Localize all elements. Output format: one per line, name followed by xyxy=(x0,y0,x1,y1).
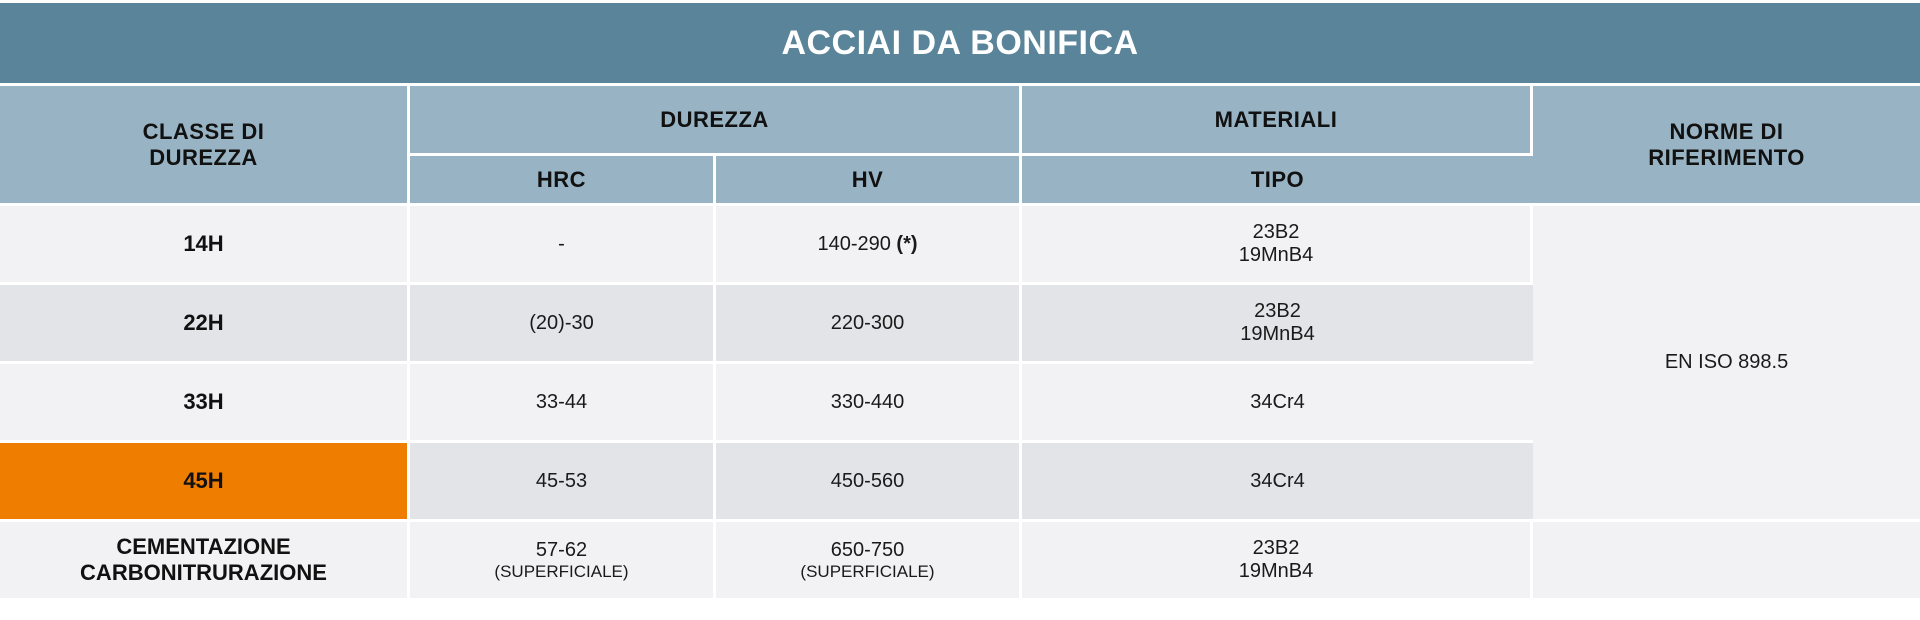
tipo-line: 23B2 xyxy=(1254,300,1301,322)
hrc-value: 57-62 xyxy=(535,538,588,561)
hv-value: 140-290 xyxy=(817,232,891,255)
classe-cell: 33H xyxy=(0,364,410,443)
hv-cell: 450-560 xyxy=(716,443,1022,522)
classe-cell-highlighted: 45H xyxy=(0,443,410,522)
classe-line: CEMENTAZIONE xyxy=(116,534,291,559)
header-materiali: MATERIALI xyxy=(1022,86,1533,156)
classe-cell xyxy=(0,522,410,601)
table-title: ACCIAI DA BONIFICA xyxy=(0,3,1920,86)
tipo-cell: 34Cr4 xyxy=(1022,443,1533,522)
tipo-cell xyxy=(1022,522,1533,601)
tipo-line: 19MnB4 xyxy=(1238,244,1314,266)
tipo-line: 19MnB4 xyxy=(1240,323,1315,345)
header-classe: CLASSE DI DUREZZA xyxy=(0,86,410,206)
hrc-cell: (20)-30 xyxy=(410,285,716,364)
header-hv: HV xyxy=(716,156,1022,206)
steel-hardness-table xyxy=(0,3,1920,601)
tipo-cell xyxy=(1022,206,1533,285)
hrc-cell: 45-53 xyxy=(410,443,716,522)
header-tipo: TIPO xyxy=(1022,156,1533,206)
hrc-cell: 33-44 xyxy=(410,364,716,443)
tipo-cell xyxy=(1022,285,1533,364)
norme-cell: EN ISO 898.5 xyxy=(1533,206,1920,522)
hrc-sub: (SUPERFICIALE) xyxy=(494,561,629,581)
header-hrc: HRC xyxy=(410,156,716,206)
table-row xyxy=(0,206,1920,285)
classe-cell: 22H xyxy=(0,285,410,364)
hv-cell xyxy=(716,522,1022,601)
tipo-line: 19MnB4 xyxy=(1238,560,1314,582)
tipo-cell: 34Cr4 xyxy=(1022,364,1533,443)
hrc-cell: - xyxy=(410,206,716,285)
hv-cell: 220-300 xyxy=(716,285,1022,364)
table-row xyxy=(0,522,1920,601)
hv-note: (*) xyxy=(896,232,918,255)
norme-empty-cell xyxy=(1533,522,1920,601)
classe-cell: 14H xyxy=(0,206,410,285)
hrc-cell xyxy=(410,522,716,601)
hv-cell: 330-440 xyxy=(716,364,1022,443)
hv-value: 650-750 xyxy=(830,538,905,561)
hv-cell xyxy=(716,206,1022,285)
header-durezza: DUREZZA xyxy=(410,86,1022,156)
classe-line: CARBONITRURAZIONE xyxy=(80,560,327,585)
tipo-line: 23B2 xyxy=(1252,537,1300,559)
header-norme: NORME DI RIFERIMENTO xyxy=(1533,86,1920,206)
hv-sub: (SUPERFICIALE) xyxy=(800,561,935,581)
tipo-line: 23B2 xyxy=(1252,221,1300,243)
